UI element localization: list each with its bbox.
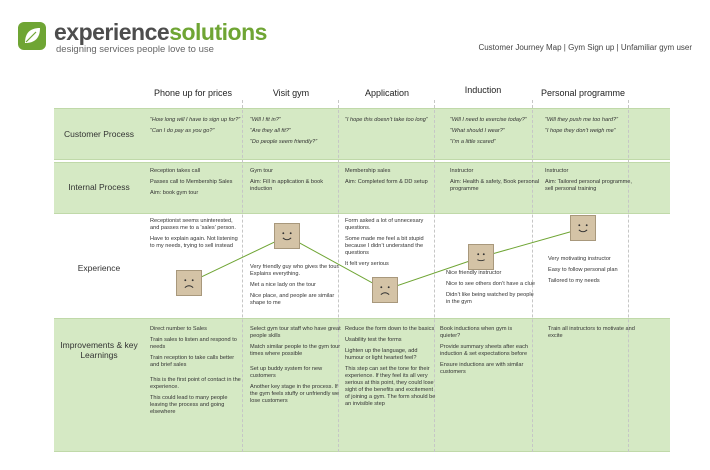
row-label-internal-process: Internal Process	[68, 182, 130, 192]
cell-line: Provide summary sheets after each induction & set expectations before	[440, 343, 528, 357]
cell-line: Book inductions when gym is quieter?	[440, 326, 513, 339]
experience-cell	[345, 218, 437, 272]
column-header-visit-gym: Visit gym	[272, 88, 310, 98]
cell-line: Met a nice lady on the tour	[250, 281, 316, 288]
cell-line: Train sales to listen and respond to needs	[150, 336, 237, 350]
cell-line: Very motivating instructor	[548, 256, 611, 262]
happy-face-icon	[274, 223, 300, 249]
cell-line: Receptionist seems uninterested, and passes me to a ‘sales’ person.	[150, 218, 236, 231]
cell-line: “Will they push me too hard?”	[545, 117, 619, 123]
neutral-face-icon	[468, 244, 494, 270]
cell-line: “Are they all fit?”	[250, 127, 291, 134]
cell-line: “Do people seem friendly?”	[250, 138, 318, 145]
cell-line: This step can set the tone for their experience. If they feel its all very serious at this point, they could lose sight of the benefits and excitement of joining a gym. The form should be an invisible step	[345, 365, 436, 407]
cell-line: Some made me feel a bit stupid because I didn’t understand the questions	[345, 235, 424, 256]
brand-name-part1: experience	[54, 19, 170, 45]
document-title: Customer Journey Map | Gym Sign up | Unfamiliar gym user	[478, 43, 692, 52]
cell-line: Train all instructors to motivate and excite	[548, 326, 635, 339]
brand-tagline: designing services people love to use	[56, 44, 214, 55]
column-header-application: Application	[364, 88, 410, 98]
cell-line: Nice place, and people are similar shape to me	[250, 292, 335, 306]
cell-line: Usability test the forms	[345, 336, 402, 343]
cell-line: Aim: Completed form & DD setup	[345, 178, 428, 185]
sad-face-icon	[372, 277, 398, 303]
cell-line: Didn’t like being watched by people in the gym	[446, 291, 534, 305]
cell-line: Match similar people to the gym tour times where possible	[250, 343, 341, 357]
cell-line: Reception takes call	[150, 168, 201, 174]
cell-line: Ensure inductions are with similar customers	[440, 361, 524, 375]
improvements-cell	[150, 326, 242, 420]
cell-line: Membership sales	[345, 168, 391, 174]
cell-line: Reduce the form down to the basics	[345, 326, 435, 332]
improvements-cell	[345, 326, 437, 412]
cell-line: Direct number to Sales	[150, 326, 207, 332]
cell-line: Gym tour	[250, 168, 274, 174]
cell-line: “Can I do pay as you go?”	[150, 127, 215, 134]
sad-face-icon	[176, 270, 202, 296]
cell-line: Aim: Health & safety, Book personal programme	[450, 178, 540, 192]
cell-line: Another key stage in the process. If the gym feels stuffy or unfriendly we lose customers	[250, 383, 340, 404]
row-label-improvements: Improvements & key Learnings	[60, 340, 138, 360]
cell-line: Nice to see others don’t have a clue	[446, 280, 535, 287]
happy-face-icon	[570, 215, 596, 241]
cell-line: “How long will I have to sign up for?”	[150, 117, 241, 123]
cell-line: Tailored to my needs	[548, 277, 600, 284]
experience-cell	[548, 256, 640, 289]
cell-line: This is the first point of contact in the experience.	[150, 376, 241, 390]
cell-line: Easy to follow personal plan	[548, 266, 618, 273]
cell-line: Lighten up the language, add humour or light hearted feel?	[345, 347, 418, 361]
cell-line: “I hope they don’t weigh me”	[545, 127, 616, 134]
cell-line: Set up buddy system for new customers	[250, 365, 323, 379]
cell-line: Aim: Fill in application & book induction	[250, 178, 324, 192]
cell-line: “Will I fit in?”	[250, 117, 281, 123]
cell-line: Aim: book gym tour	[150, 189, 199, 196]
column-header-induction: Induction	[464, 85, 502, 95]
experience-cell	[250, 264, 342, 311]
cell-line: “I’m a little scared”	[450, 138, 496, 145]
column-header-personal-programme: Personal programme	[540, 88, 626, 98]
experience-cell	[150, 218, 242, 254]
cell-line: “Will I need to exercise today?”	[450, 117, 527, 123]
cell-line: Very friendly guy who gives the tour. Explains everything.	[250, 264, 340, 277]
cell-line: Nice friendly instructor	[446, 270, 502, 276]
cell-line: Passes call to Membership Sales	[150, 178, 233, 185]
cell-line: “I hope this doesn’t take too long”	[345, 117, 428, 123]
row-label-experience: Experience	[77, 263, 121, 273]
cell-line: Train reception to take calls better and brief sales	[150, 354, 235, 368]
experience-cell	[446, 270, 538, 310]
cell-line: Instructor	[450, 168, 474, 174]
cell-line: Select gym tour staff who have great people skills	[250, 326, 341, 339]
cell-line: It felt very serious	[345, 260, 389, 267]
brand-name-part2: solutions	[169, 19, 267, 45]
improvements-cell	[548, 326, 640, 344]
cell-line: Have to explain again. Not listening to my needs, trying to sell instead	[150, 235, 238, 249]
improvements-cell	[250, 326, 342, 409]
row-label-customer-process: Customer Process	[64, 129, 134, 139]
cell-line: Aim: Tailored personal programme, sell personal training	[545, 178, 632, 192]
cell-line: This could lead to many people leaving the process and going elsewhere	[150, 394, 228, 415]
cell-line: Instructor	[545, 168, 569, 174]
cell-line: “What should I wear?”	[450, 127, 505, 134]
improvements-cell	[440, 326, 532, 380]
cell-line: Form asked a lot of unnecesary questions.	[345, 218, 424, 231]
column-header-phone-up: Phone up for prices	[153, 88, 233, 98]
